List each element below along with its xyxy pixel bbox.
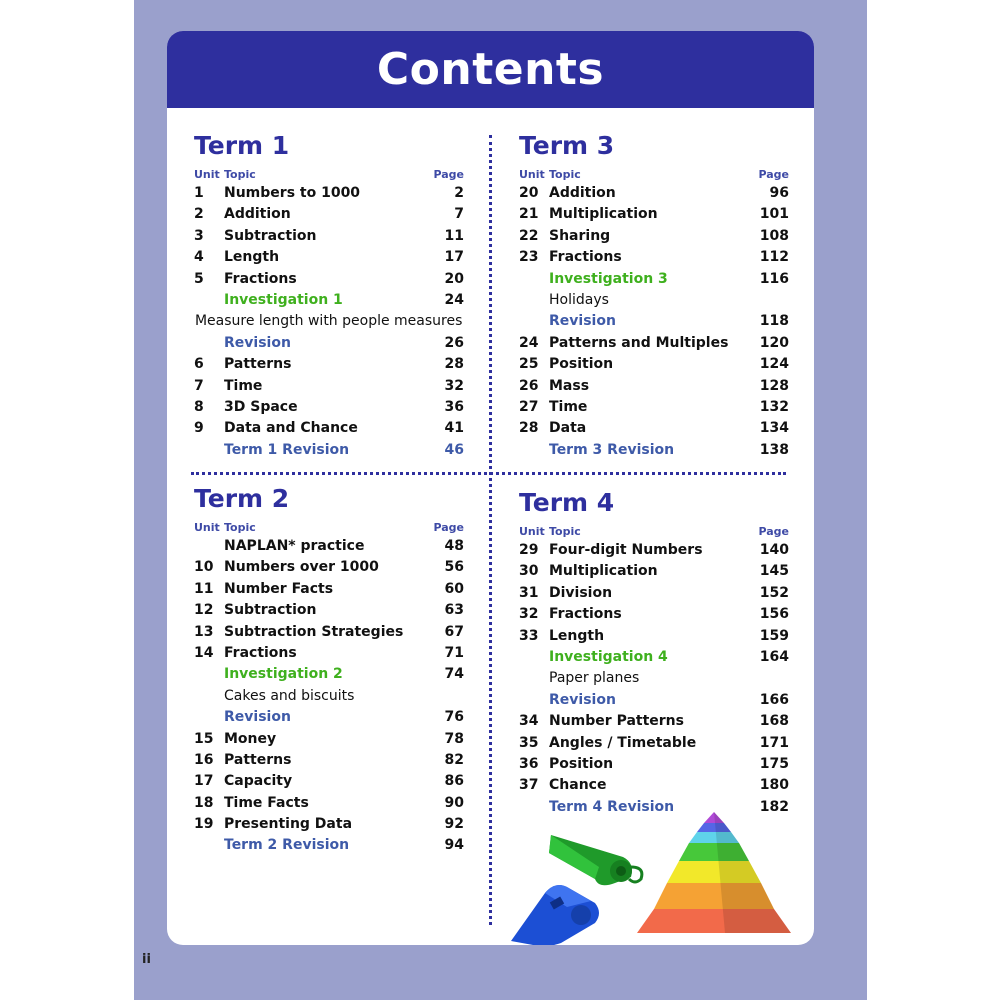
unit-number: 35 (519, 734, 539, 751)
table-row (519, 626, 789, 647)
unit-number: 33 (519, 627, 539, 644)
table-row (519, 418, 789, 439)
topic-name: Patterns (224, 356, 292, 373)
table-row (519, 711, 789, 732)
table-row (194, 269, 464, 290)
table-row (194, 557, 464, 578)
topic-name: Holidays (549, 291, 609, 308)
page-number: ii (142, 952, 151, 967)
page-number-cell: 108 (759, 227, 789, 244)
revision-row (519, 690, 789, 711)
topic-name: Fractions (224, 644, 297, 661)
topic-name: Capacity (224, 773, 293, 790)
table-row (519, 376, 789, 397)
unit-number (194, 664, 224, 685)
page-number-cell: 118 (759, 313, 789, 330)
page-number-cell: 92 (444, 816, 464, 833)
investigation-row (194, 664, 464, 685)
topic-name: Paper planes (549, 670, 640, 687)
topic-name: Revision (224, 709, 291, 726)
table-row (519, 183, 789, 204)
table-row (194, 376, 464, 397)
investigation-row (519, 269, 789, 290)
unit-number (194, 290, 224, 311)
unit-number (519, 690, 549, 711)
topic-name: Sharing (549, 227, 611, 244)
column-headers (194, 520, 464, 536)
topic-name: Subtraction (224, 602, 317, 619)
page-number-cell: 168 (759, 713, 789, 730)
page-number-cell: 182 (759, 798, 789, 815)
page-number-cell: 63 (444, 602, 464, 619)
page-number-cell: 28 (444, 356, 464, 373)
unit-number: 12 (194, 602, 214, 619)
page-number-cell (739, 668, 789, 689)
topic-name: Mass (549, 377, 590, 394)
table-row (519, 540, 789, 561)
page-number-cell (462, 311, 464, 332)
topic-name: Angles / Timetable (549, 734, 697, 751)
page-number-cell: 138 (759, 441, 789, 458)
page-number-cell: 101 (759, 206, 789, 223)
topic-header: Topic (224, 168, 256, 181)
unit-number: 34 (519, 713, 539, 730)
topic-header: Topic (549, 525, 581, 538)
unit-number: 25 (519, 356, 539, 373)
contents-card (167, 31, 814, 945)
unit-number (519, 290, 549, 311)
page-number-cell: 164 (759, 648, 789, 665)
unit-number: 20 (519, 185, 539, 201)
page-number-cell: 71 (444, 644, 464, 661)
page-number-cell: 94 (444, 837, 464, 854)
term-2-section (194, 482, 464, 857)
topic-header: Topic (224, 521, 256, 534)
unit-number (194, 333, 224, 354)
unit-number (194, 686, 224, 707)
unit-number: 7 (194, 377, 204, 394)
table-row (519, 604, 789, 625)
investigation-description-row (519, 290, 789, 311)
unit-number: 13 (194, 623, 214, 640)
revision-row (519, 311, 789, 332)
horizontal-divider (191, 472, 786, 475)
page-header: Page (758, 525, 789, 538)
topic-name: Investigation 1 (224, 291, 343, 308)
investigation-description-row (519, 668, 789, 689)
page-number-cell: 32 (444, 377, 464, 394)
table-row (519, 247, 789, 268)
unit-number: 16 (194, 751, 214, 768)
term-title: Term 3 (519, 131, 615, 160)
topic-name: Position (549, 356, 614, 373)
unit-number: 30 (519, 563, 539, 580)
table-row (194, 643, 464, 664)
page-number-cell: 132 (759, 398, 789, 415)
column-headers (519, 524, 789, 540)
investigation-row (194, 290, 464, 311)
unit-number: 1 (194, 185, 204, 201)
page-number-cell: 60 (444, 580, 464, 597)
investigation-description-row (194, 686, 464, 707)
unit-number (519, 269, 549, 290)
topic-name: Money (224, 730, 277, 747)
unit-number (519, 647, 549, 668)
stacking-pyramid-icon (637, 812, 791, 933)
column-headers (194, 167, 464, 183)
table-row (194, 226, 464, 247)
unit-number: 19 (194, 816, 214, 833)
topic-name: Cakes and biscuits (224, 687, 355, 704)
topic-name: Term 1 Revision (224, 441, 350, 458)
unit-number: 22 (519, 227, 539, 244)
topic-name: Patterns and Multiples (549, 334, 729, 351)
vertical-divider (489, 135, 492, 925)
page-number-cell: 41 (444, 420, 464, 437)
table-row (519, 226, 789, 247)
page-number-cell: 134 (759, 420, 789, 437)
term-title: Term 1 (194, 131, 290, 160)
topic-name: Chance (549, 777, 607, 794)
unit-number: 17 (194, 773, 214, 790)
unit-number (519, 668, 549, 689)
table-row (194, 622, 464, 643)
unit-number (519, 440, 549, 461)
investigation-description-row (194, 311, 464, 332)
table-row (194, 600, 464, 621)
unit-header: Unit (194, 168, 220, 181)
topic-name: Multiplication (549, 563, 658, 580)
table-row (194, 793, 464, 814)
unit-number (194, 707, 224, 728)
topic-name: Presenting Data (224, 816, 353, 833)
table-row (194, 397, 464, 418)
topic-name: Term 2 Revision (224, 837, 350, 854)
page-number-cell: 7 (454, 206, 464, 223)
page-number-cell: 78 (444, 730, 464, 747)
table-row (519, 733, 789, 754)
page-number-cell: 67 (444, 623, 464, 640)
unit-number: 32 (519, 606, 539, 623)
page-number-cell: 24 (444, 291, 464, 308)
table-row (194, 204, 464, 225)
unit-number: 18 (194, 794, 214, 811)
page-number-cell: 140 (759, 542, 789, 558)
table-row (194, 579, 464, 600)
page-number-cell: 86 (444, 773, 464, 790)
topic-name: Position (549, 755, 614, 772)
term-revision-row (194, 835, 464, 856)
table-row (519, 561, 789, 582)
page-title: Contents (376, 44, 605, 95)
unit-number: 6 (194, 356, 204, 373)
topic-name: Numbers over 1000 (224, 559, 379, 576)
topic-name: Measure length with people measures (194, 313, 463, 330)
page-number-cell: 128 (759, 377, 789, 394)
page-number-cell: 166 (759, 691, 789, 708)
table-row (194, 771, 464, 792)
unit-number: 5 (194, 270, 204, 287)
term-1-section (194, 129, 464, 461)
page-header: Page (433, 521, 464, 534)
topic-name: Fractions (549, 249, 622, 266)
unit-number (519, 797, 549, 818)
revision-row (194, 333, 464, 354)
unit-number (194, 536, 224, 557)
term-title: Term 2 (194, 484, 290, 513)
unit-number: 9 (194, 420, 204, 437)
topic-name: Multiplication (549, 206, 658, 223)
unit-number: 15 (194, 730, 214, 747)
unit-number: 4 (194, 249, 204, 266)
unit-number: 21 (519, 206, 539, 223)
blue-whistle-icon (511, 885, 599, 945)
unit-number: 28 (519, 420, 539, 437)
table-row (194, 418, 464, 439)
topic-name: Investigation 4 (549, 648, 668, 665)
topic-name: Addition (549, 185, 616, 201)
investigation-row (519, 647, 789, 668)
page-number-cell: 56 (444, 559, 464, 576)
page-number-cell: 180 (759, 777, 789, 794)
table-row (519, 333, 789, 354)
page-number-cell: 48 (444, 538, 464, 554)
topic-name: Length (224, 249, 280, 266)
topic-name: Time (549, 398, 588, 415)
unit-number (194, 835, 224, 856)
topic-name: Data (549, 420, 587, 437)
table-row (519, 754, 789, 775)
unit-number (194, 440, 224, 461)
term-title: Term 4 (519, 488, 615, 517)
page-number-cell: 17 (444, 249, 464, 266)
contents-banner (167, 31, 814, 108)
revision-row (194, 707, 464, 728)
unit-number (519, 311, 549, 332)
page-number-cell: 46 (444, 441, 464, 458)
page-number-cell: 152 (759, 584, 789, 601)
page-number-cell: 20 (444, 270, 464, 287)
topic-name: Addition (224, 206, 291, 223)
topic-name: Investigation 3 (549, 270, 668, 287)
page-number-cell: 82 (444, 751, 464, 768)
unit-number: 29 (519, 542, 539, 558)
topic-name: Number Facts (224, 580, 334, 597)
unit-header: Unit (519, 525, 545, 538)
page-number-cell: 36 (444, 398, 464, 415)
term-4-section (519, 486, 789, 818)
pyramid-illustration (633, 809, 795, 937)
topic-name: Revision (549, 313, 616, 330)
unit-number: 36 (519, 755, 539, 772)
page-header: Page (758, 168, 789, 181)
table-row (519, 397, 789, 418)
table-row (519, 583, 789, 604)
table-row (519, 354, 789, 375)
topic-name: Data and Chance (224, 420, 358, 437)
topic-name: Four-digit Numbers (549, 542, 703, 558)
topic-name: Revision (224, 334, 291, 351)
table-row (519, 204, 789, 225)
unit-header: Unit (194, 521, 220, 534)
unit-number: 23 (519, 249, 539, 266)
topic-name: Time (224, 377, 263, 394)
topic-name: Subtraction (224, 227, 317, 244)
unit-number: 10 (194, 559, 214, 576)
unit-number: 14 (194, 644, 214, 661)
page-number-cell: 26 (444, 334, 464, 351)
table-row (194, 183, 464, 204)
page-number-cell: 175 (759, 755, 789, 772)
topic-name: Investigation 2 (224, 666, 343, 683)
topic-name: Time Facts (224, 794, 309, 811)
page-number-cell (739, 290, 789, 311)
unit-header: Unit (519, 168, 545, 181)
page-number-cell (414, 686, 464, 707)
column-headers (519, 167, 789, 183)
topic-name: 3D Space (224, 398, 298, 415)
topic-name: Length (549, 627, 605, 644)
topic-name: Term 3 Revision (549, 441, 675, 458)
unit-number: 8 (194, 398, 204, 415)
page-number-cell: 74 (444, 666, 464, 683)
unit-number: 11 (194, 580, 214, 597)
topic-name: NAPLAN* practice (224, 538, 365, 554)
topic-header: Topic (549, 168, 581, 181)
topic-name: Revision (549, 691, 616, 708)
page-number-cell: 11 (444, 227, 464, 244)
page-number-cell: 171 (759, 734, 789, 751)
table-row (194, 354, 464, 375)
term-3-section (519, 129, 789, 461)
term-revision-row (194, 440, 464, 461)
unit-number: 24 (519, 334, 539, 351)
topic-name: Term 4 Revision (549, 798, 675, 815)
page-number-cell: 90 (444, 794, 464, 811)
page-number-cell: 96 (769, 185, 789, 201)
term-revision-row (519, 440, 789, 461)
page-number-cell: 116 (759, 270, 789, 287)
page-number-cell: 2 (454, 185, 464, 201)
unit-number: 2 (194, 206, 204, 223)
table-row (194, 814, 464, 835)
topic-name: Number Patterns (549, 713, 684, 730)
topic-name: Fractions (549, 606, 622, 623)
table-row (194, 247, 464, 268)
page-header: Page (433, 168, 464, 181)
unit-number: 3 (194, 227, 204, 244)
green-whistle-icon (549, 835, 642, 885)
unit-number: 27 (519, 398, 539, 415)
table-row (194, 750, 464, 771)
topic-name: Subtraction Strategies (224, 623, 404, 640)
unit-number: 26 (519, 377, 539, 394)
page-number-cell: 145 (759, 563, 789, 580)
unit-number: 37 (519, 777, 539, 794)
unit-number: 31 (519, 584, 539, 601)
topic-name: Patterns (224, 751, 292, 768)
table-row (194, 536, 464, 557)
topic-name: Fractions (224, 270, 297, 287)
topic-name: Division (549, 584, 613, 601)
page-number-cell: 159 (759, 627, 789, 644)
page-number-cell: 120 (759, 334, 789, 351)
topic-name: Numbers to 1000 (224, 185, 361, 201)
page-number-cell: 156 (759, 606, 789, 623)
page-number-cell: 76 (444, 709, 464, 726)
page-number-cell: 112 (759, 249, 789, 266)
table-row (519, 775, 789, 796)
table-row (194, 729, 464, 750)
whistles-illustration (503, 823, 648, 945)
page-number-cell: 124 (759, 356, 789, 373)
